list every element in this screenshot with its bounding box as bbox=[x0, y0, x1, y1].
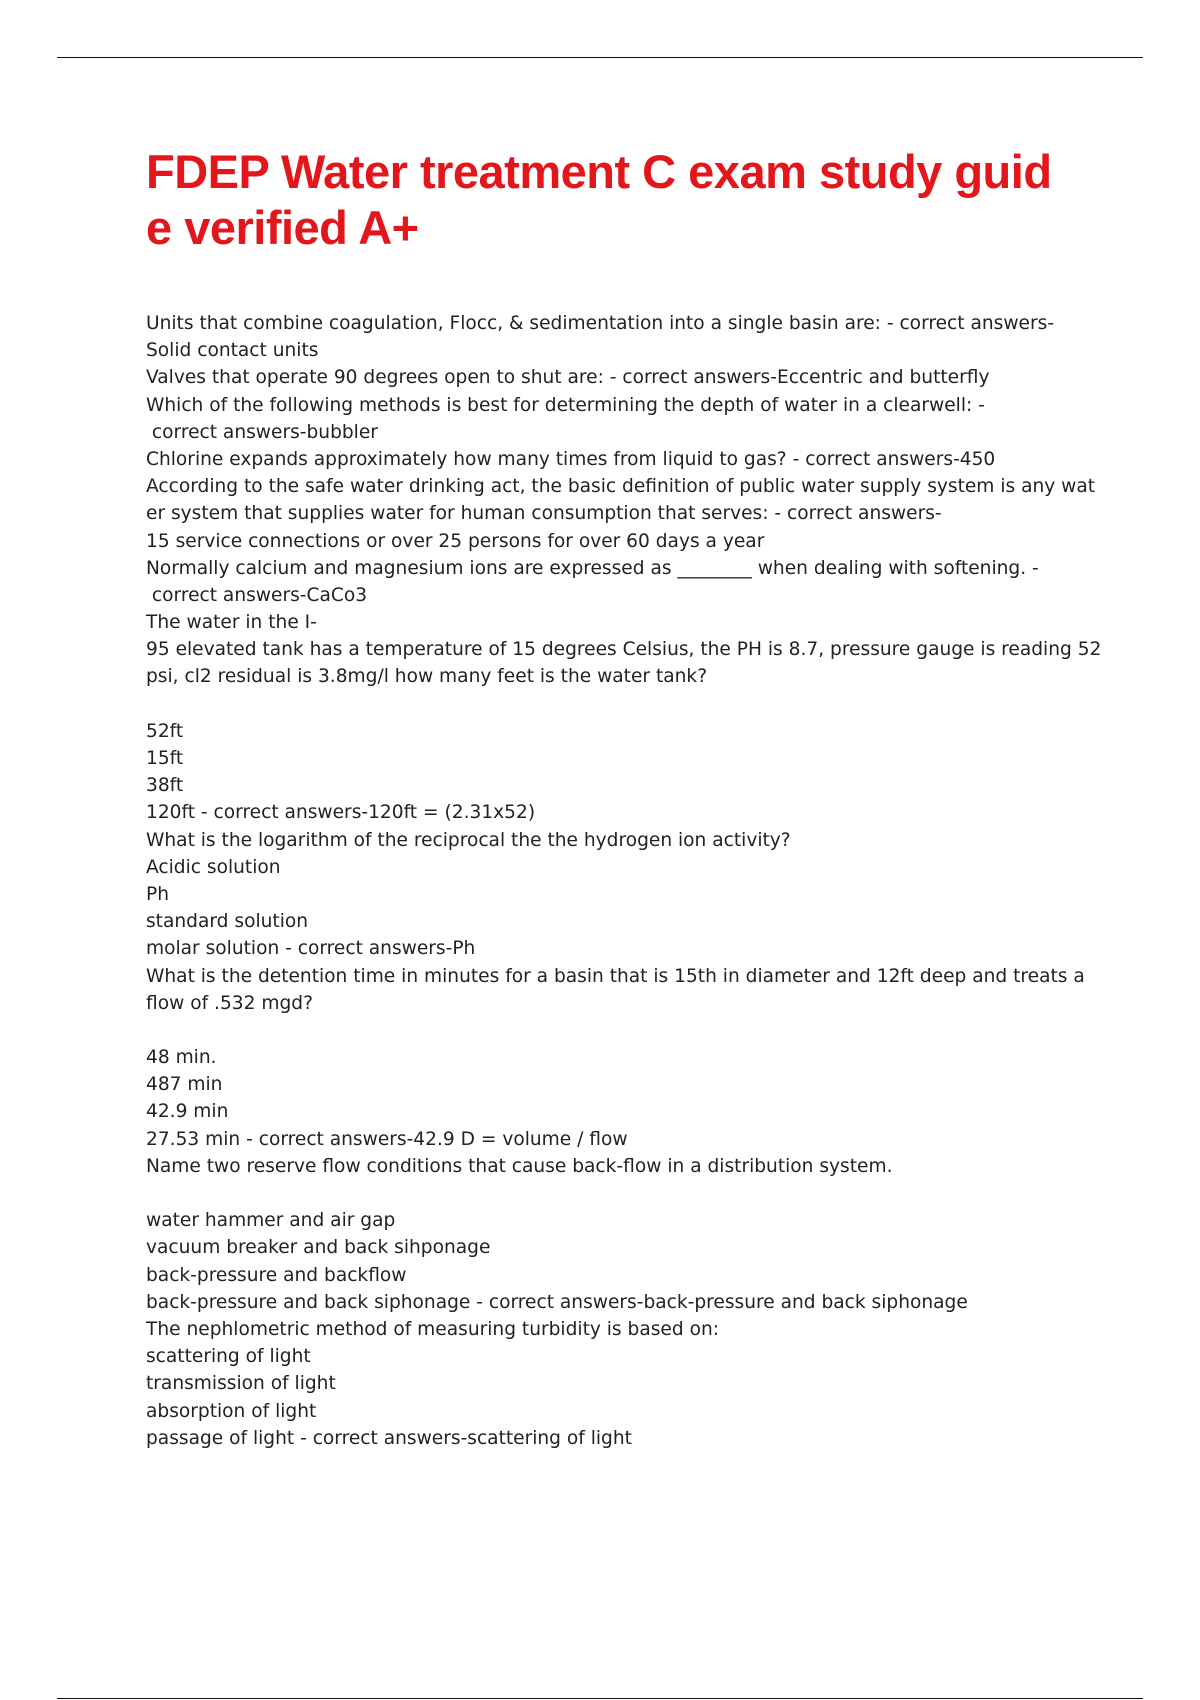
text-line: flow of .532 mgd? bbox=[146, 992, 313, 1014]
text-line: psi, cl2 residual is 3.8mg/l how many feet is the water tank? bbox=[146, 666, 708, 688]
text-line: correct answers-bubbler bbox=[146, 421, 378, 443]
text-line: correct answers-CaCo3 bbox=[146, 584, 368, 606]
text-line: What is the logarithm of the reciprocal the the hydrogen ion activity? bbox=[146, 829, 791, 851]
text-line: transmission of light bbox=[146, 1373, 336, 1395]
text-line: water hammer and air gap bbox=[146, 1210, 396, 1232]
text-line: Acidic solution bbox=[146, 856, 281, 878]
text-line: 38ft bbox=[146, 775, 184, 797]
text-line: 48 min. bbox=[146, 1047, 217, 1069]
document-body bbox=[146, 310, 1102, 1452]
text-line: 120ft - correct answers-120ft = (2.31x52) bbox=[146, 802, 536, 824]
text-line: standard solution bbox=[146, 911, 309, 933]
blank-line bbox=[146, 1180, 1086, 1207]
text-line: Chlorine expands approximately how many times from liquid to gas? - correct answers-450 bbox=[146, 448, 996, 470]
text-line: passage of light - correct answers-scattering of light bbox=[146, 1427, 632, 1449]
title-line-1: FDEP Water treatment C exam study guid bbox=[146, 145, 1052, 198]
text-line: The nephlometric method of measuring turbidity is based on: bbox=[146, 1318, 719, 1340]
text-line: back-pressure and backflow bbox=[146, 1264, 407, 1286]
text-line: Solid contact units bbox=[146, 340, 319, 362]
text-line: 95 elevated tank has a temperature of 15 degrees Celsius, the PH is 8.7, pressure gauge is reading 52 bbox=[146, 639, 1102, 661]
text-line: 27.53 min - correct answers-42.9 D = volume / flow bbox=[146, 1128, 628, 1150]
text-line: er system that supplies water for human consumption that serves: - correct answers- bbox=[146, 503, 942, 525]
title-line-2: e verified A+ bbox=[146, 201, 419, 254]
text-line: Which of the following methods is best for determining the depth of water in a clearwell: - bbox=[146, 394, 985, 416]
text-line: back-pressure and back siphonage - correct answers-back-pressure and back siphonage bbox=[146, 1291, 968, 1313]
text-line: 15ft bbox=[146, 748, 184, 769]
text-line: vacuum breaker and back sihponage bbox=[146, 1237, 491, 1259]
blank-line bbox=[146, 1017, 1086, 1044]
text-line: 15 service connections or over 25 persons for over 60 days a year bbox=[146, 530, 765, 552]
text-line: Normally calcium and magnesium ions are expressed as ________ when dealing with softening. - bbox=[146, 557, 1039, 579]
text-line: absorption of light bbox=[146, 1400, 317, 1422]
text-line: 487 min bbox=[146, 1074, 223, 1096]
text-line: 42.9 min bbox=[146, 1101, 229, 1123]
text-line: According to the safe water drinking act, the basic definition of public water supply system is any wat bbox=[146, 476, 1096, 498]
text-line: Ph bbox=[146, 883, 169, 905]
text-line: molar solution - correct answers-Ph bbox=[146, 938, 476, 960]
text-line: 52ft bbox=[146, 720, 184, 742]
text-line: The water in the I- bbox=[146, 612, 317, 634]
document-title bbox=[146, 144, 1086, 256]
bottom-rule bbox=[57, 1698, 1143, 1699]
text-line: Valves that operate 90 degrees open to shut are: - correct answers-Eccentric and butterfly bbox=[146, 367, 990, 389]
top-rule bbox=[57, 57, 1143, 58]
text-line: Units that combine coagulation, Flocc, & sedimentation into a single basin are: - correct answers- bbox=[146, 313, 1055, 334]
text-line: What is the detention time in minutes for a basin that is 15th in diameter and 12ft deep and treats a bbox=[146, 965, 1085, 987]
text-line: Name two reserve flow conditions that cause back-flow in a distribution system. bbox=[146, 1155, 893, 1177]
blank-line bbox=[146, 691, 1086, 718]
text-line: scattering of light bbox=[146, 1346, 311, 1368]
